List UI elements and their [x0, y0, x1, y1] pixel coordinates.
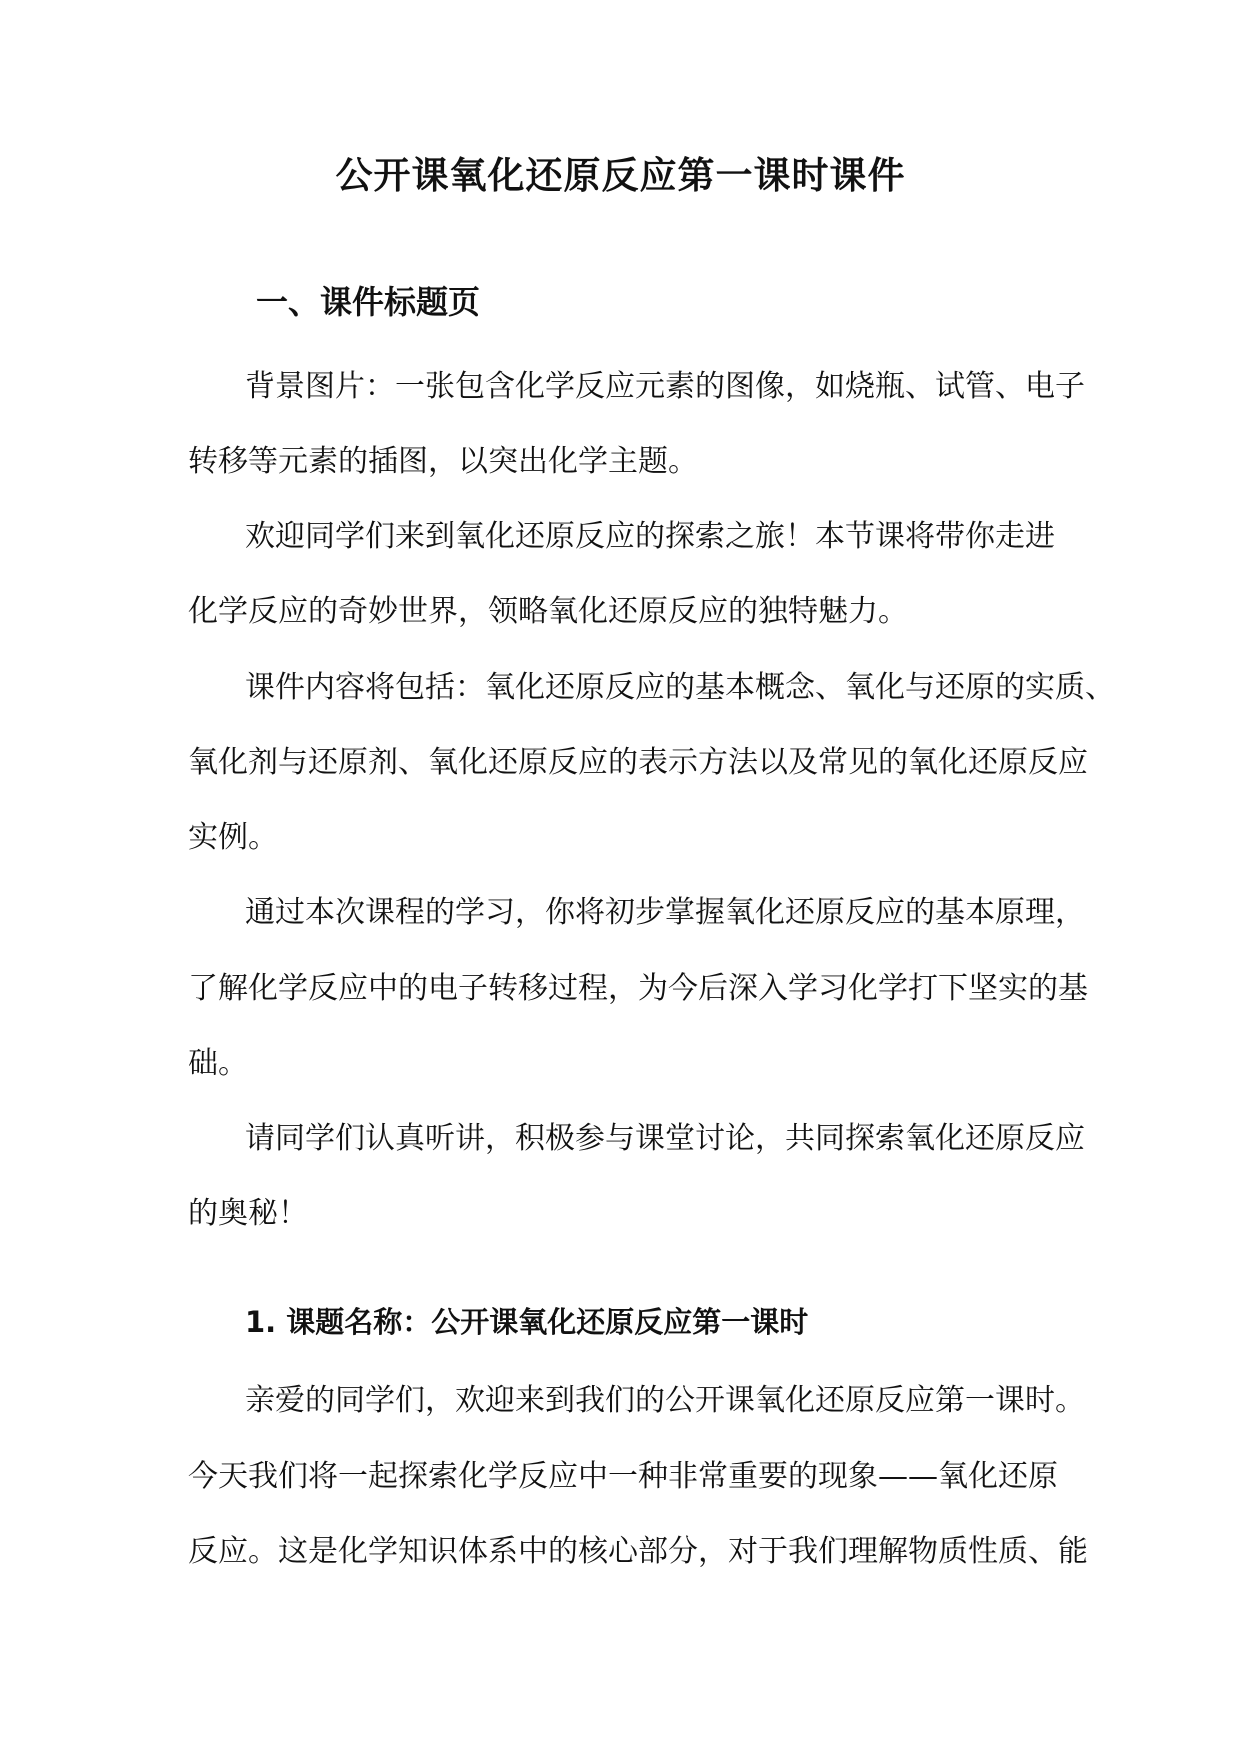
paragraph-line: 亲爱的同学们，欢迎来到我们的公开课氧化还原反应第一课时。	[245, 1383, 1085, 1418]
paragraph-line: 氧化剂与还原剂、氧化还原反应的表示方法以及常见的氧化还原反应	[188, 745, 1088, 780]
paragraph-line: 反应。这是化学知识体系中的核心部分，对于我们理解物质性质、能	[188, 1534, 1088, 1569]
paragraph-line: 转移等元素的插图，以突出化学主题。	[188, 444, 698, 479]
section-heading: 一、课件标题页	[256, 283, 481, 321]
paragraph-line: 实例。	[188, 820, 278, 855]
paragraph-line: 通过本次课程的学习，你将初步掌握氧化还原反应的基本原理，	[245, 895, 1085, 930]
paragraph-line: 础。	[188, 1046, 248, 1081]
subsection-heading: 1. 课题名称：公开课氧化还原反应第一课时	[245, 1305, 809, 1339]
paragraph-line: 化学反应的奇妙世界，领略氧化还原反应的独特魅力。	[188, 594, 908, 629]
paragraph-line: 请同学们认真听讲，积极参与课堂讨论，共同探索氧化还原反应	[245, 1121, 1085, 1156]
paragraph-line: 欢迎同学们来到氧化还原反应的探索之旅！本节课将带你走进	[245, 519, 1055, 554]
paragraph-line: 背景图片：一张包含化学反应元素的图像，如烧瓶、试管、电子	[245, 369, 1085, 404]
document-title: 公开课氧化还原反应第一课时课件	[335, 154, 906, 197]
paragraph-line: 今天我们将一起探索化学反应中一种非常重要的现象——氧化还原	[188, 1459, 1058, 1494]
paragraph-line: 的奥秘！	[188, 1196, 308, 1231]
paragraph-line: 课件内容将包括：氧化还原反应的基本概念、氧化与还原的实质、	[245, 670, 1115, 705]
paragraph-line: 了解化学反应中的电子转移过程，为今后深入学习化学打下坚实的基	[188, 971, 1088, 1006]
